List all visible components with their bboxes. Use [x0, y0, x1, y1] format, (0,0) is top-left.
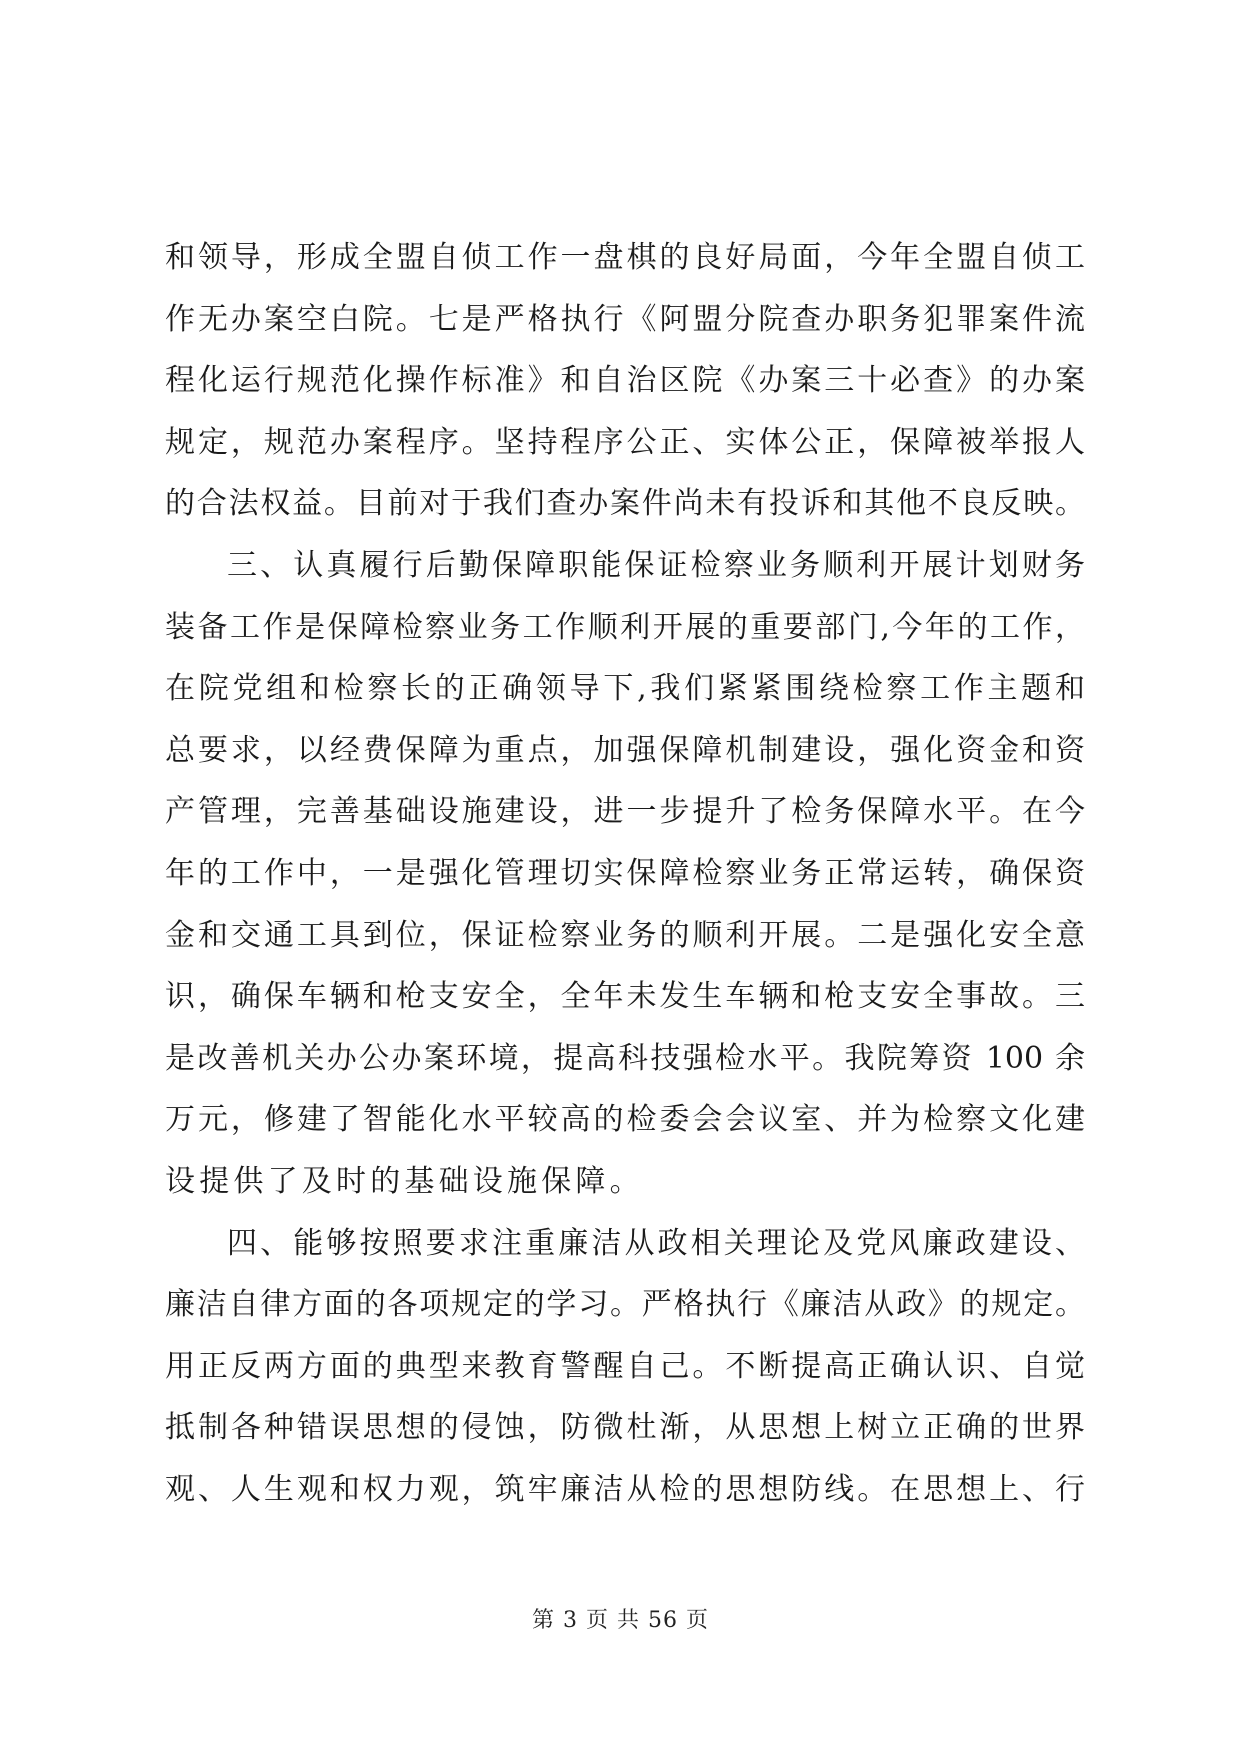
text-line: 规定，规范办案程序。坚持程序公正、实体公正，保障被举报人	[165, 424, 1085, 460]
text-line: 的合法权益。目前对于我们查办案件尚未有投诉和其他不良反映。	[165, 486, 1085, 522]
page-footer: 第 3 页 共 56 页	[532, 1608, 709, 1633]
paragraph-start-line: 三、认真履行后勤保障职能保证检察业务顺利开展计划财务	[227, 547, 1085, 583]
text-line: 抵制各种错误思想的侵蚀，防微杜渐，从思想上树立正确的世界	[165, 1410, 1085, 1446]
text-line: 程化运行规范化操作标准》和自治区院《办案三十必查》的办案	[165, 363, 1085, 399]
document-body	[165, 227, 1085, 1520]
text-line: 年的工作中，一是强化管理切实保障检察业务正常运转，确保资	[165, 855, 1085, 891]
paragraph-end-line: 设提供了及时的基础设施保障。	[165, 1163, 644, 1199]
text-line: 是改善机关办公办案环境，提高科技强检水平。我院筹资 100 余	[165, 1040, 1085, 1076]
text-line: 和领导，形成全盟自侦工作一盘棋的良好局面，今年全盟自侦工	[165, 240, 1085, 275]
text-line: 用正反两方面的典型来教育警醒自己。不断提高正确认识、自觉	[165, 1348, 1085, 1384]
text-line: 产管理，完善基础设施建设，进一步提升了检务保障水平。在今	[165, 794, 1085, 830]
text-line: 观、人生观和权力观，筑牢廉洁从检的思想防线。在思想上、行	[165, 1471, 1085, 1507]
text-line: 识，确保车辆和枪支安全，全年未发生车辆和枪支安全事故。三	[165, 979, 1085, 1015]
paragraph-start-line: 四、能够按照要求注重廉洁从政相关理论及党风廉政建设、	[227, 1225, 1085, 1261]
text-line: 作无办案空白院。七是严格执行《阿盟分院查办职务犯罪案件流	[165, 301, 1085, 337]
text-line: 在院党组和检察长的正确领导下,我们紧紧围绕检察工作主题和	[165, 671, 1085, 707]
text-line: 金和交通工具到位，保证检察业务的顺利开展。二是强化安全意	[165, 917, 1085, 953]
text-line: 万元，修建了智能化水平较高的检委会会议室、并为检察文化建	[165, 1102, 1085, 1138]
text-line: 廉洁自律方面的各项规定的学习。严格执行《廉洁从政》的规定。	[165, 1287, 1085, 1323]
text-line: 装备工作是保障检察业务工作顺利开展的重要部门,今年的工作，	[165, 609, 1085, 645]
text-line: 总要求，以经费保障为重点，加强保障机制建设，强化资金和资	[165, 732, 1085, 768]
